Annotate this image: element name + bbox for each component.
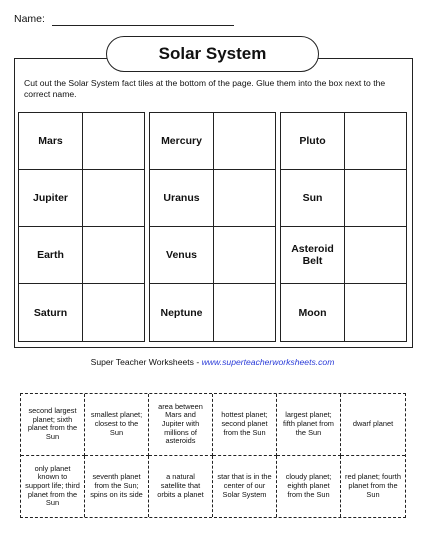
- fact-tile[interactable]: a natural satellite that orbits a planet: [149, 456, 213, 518]
- glue-box[interactable]: [345, 170, 406, 227]
- glue-box[interactable]: [83, 170, 144, 227]
- match-grid-3: [280, 112, 407, 342]
- grid-label: Neptune: [150, 284, 214, 341]
- grid-label: Asteroid Belt: [281, 227, 345, 284]
- glue-box[interactable]: [214, 227, 275, 284]
- grid-label: Earth: [19, 227, 83, 284]
- fact-tile[interactable]: second largest planet; sixth planet from the Sun: [21, 394, 85, 456]
- instructions-text: Cut out the Solar System fact tiles at the bottom of the page. Glue them into the box next to the correct name.: [24, 78, 386, 99]
- match-grid-2: [149, 112, 276, 342]
- fact-tile[interactable]: area between Mars and Jupiter with millions of asteroids: [149, 394, 213, 456]
- fact-tile[interactable]: only planet known to support life; third planet from the Sun: [21, 456, 85, 518]
- fact-tile[interactable]: largest planet; fifth planet from the Sun: [277, 394, 341, 456]
- match-grid-1: [18, 112, 145, 342]
- fact-tiles-sheet: [20, 393, 406, 518]
- footer-prefix: Super Teacher Worksheets -: [90, 357, 202, 367]
- grid-label: Sun: [281, 170, 345, 227]
- fact-tile[interactable]: smallest planet; closest to the Sun: [85, 394, 149, 456]
- glue-box[interactable]: [345, 227, 406, 284]
- fact-tile[interactable]: seventh planet from the Sun; spins on its side: [85, 456, 149, 518]
- glue-box[interactable]: [214, 113, 275, 170]
- glue-box[interactable]: [83, 227, 144, 284]
- glue-box[interactable]: [345, 113, 406, 170]
- grid-label: Mars: [19, 113, 83, 170]
- name-label: Name:: [14, 13, 45, 25]
- footer-url-link[interactable]: www.superteacherworksheets.com: [201, 357, 335, 367]
- grid-label: Moon: [281, 284, 345, 341]
- fact-tile[interactable]: cloudy planet; eighth planet from the Sun: [277, 456, 341, 518]
- fact-tile[interactable]: dwarf planet: [341, 394, 405, 456]
- footer-credit: [0, 357, 425, 367]
- fact-tile[interactable]: hottest planet; second planet from the Sun: [213, 394, 277, 456]
- name-line[interactable]: [52, 25, 234, 26]
- page-title: Solar System: [106, 36, 319, 72]
- grid-label: Mercury: [150, 113, 214, 170]
- glue-box[interactable]: [83, 113, 144, 170]
- glue-box[interactable]: [214, 284, 275, 341]
- fact-tile[interactable]: red planet; fourth planet from the Sun: [345, 472, 401, 499]
- grid-label: Venus: [150, 227, 214, 284]
- grid-label: Uranus: [150, 170, 214, 227]
- glue-box[interactable]: [83, 284, 144, 341]
- grid-label: Saturn: [19, 284, 83, 341]
- glue-box[interactable]: [214, 170, 275, 227]
- fact-tile[interactable]: star that is in the center of our Solar System: [213, 456, 277, 518]
- glue-box[interactable]: [345, 284, 406, 341]
- grid-label: Jupiter: [19, 170, 83, 227]
- grid-label: Pluto: [281, 113, 345, 170]
